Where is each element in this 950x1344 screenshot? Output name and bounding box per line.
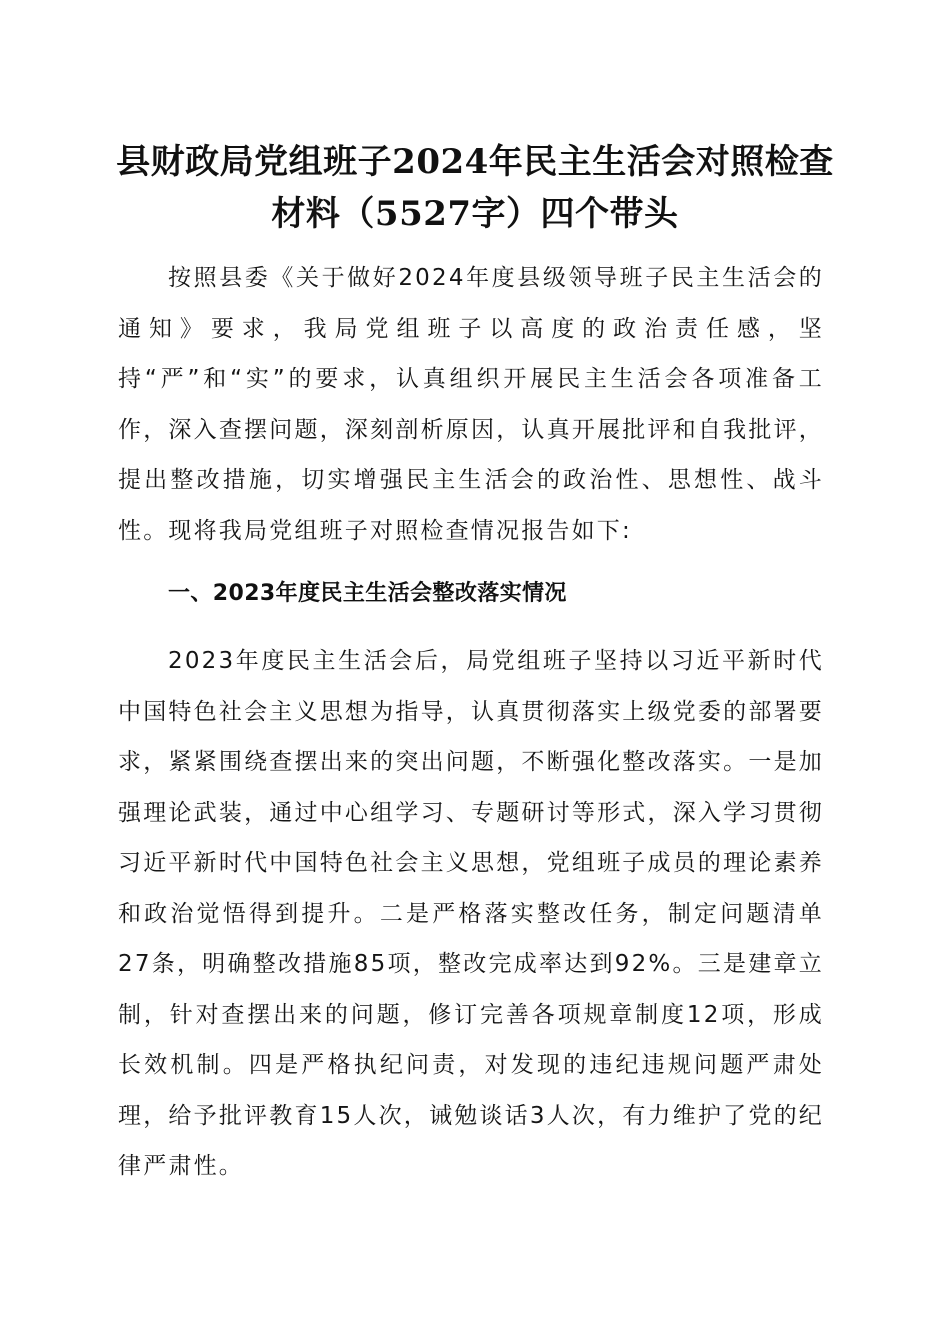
section-heading-1: 一、2023年度民主生活会整改落实情况 [168,581,567,606]
document-title: 县财政局党组班子2024年民主生活会对照检查材料（5527字）四个带头 [116,142,834,234]
intro-paragraph: 按照县委《关于做好2024年度县级领导班子民主生活会的通知》要求，我局党组班子以高度的政治责任感，坚持“严”和“实”的要求，认真组织开展民主生活会各项准备工作，深入查摆问题，深刻剖析原因，认真开展批评和自我批评，提出整改措施，切实增强民主生活会的政治性、思想性、战斗性。现将我局党组班子对照检查情况报告如下: [118,265,824,544]
section-paragraph-1: 2023年度民主生活会后，局党组班子坚持以习近平新时代中国特色社会主义思想为指导，认真贯彻落实上级党委的部署要求，紧紧围绕查摆出来的突出问题，不断强化整改落实。一是加强理论武装，通过中心组学习、专题研讨等形式，深入学习贯彻习近平新时代中国特色社会主义思想，党组班子成员的理论素养和政治觉悟得到提升。二是严格落实整改任务，制定问题清单27条，明确整改措施85项，整改完成率达到92%。三是建章立制，针对查摆出来的问题，修订完善各项规章制度12项，形成长效机制。四是严格执纪问责，对发现的违纪违规问题严肃处理，给予批评教育15人次，诫勉谈话3人次，有力维护了党的纪律严肃性。 [118,648,824,1179]
